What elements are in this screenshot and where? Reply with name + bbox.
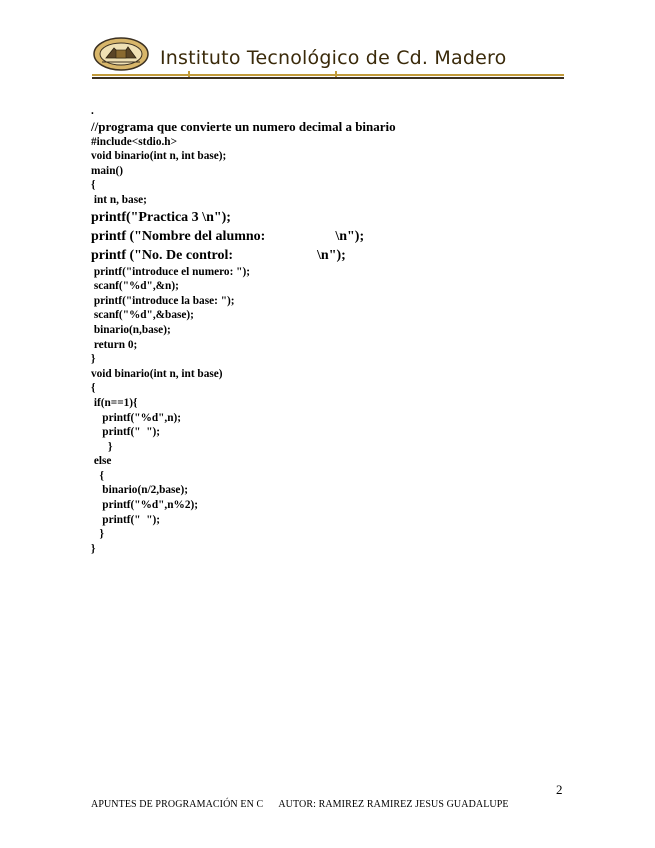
code-line: printf("%d",n);	[91, 411, 182, 424]
code-line: {	[91, 469, 104, 482]
code-listing	[91, 104, 561, 556]
page-footer	[91, 799, 509, 810]
code-line: {	[91, 179, 96, 192]
code-line: int n, base;	[91, 193, 147, 206]
code-line: printf("%d",n%2);	[91, 499, 199, 512]
code-line: scanf("%d",&base);	[91, 309, 194, 322]
footer-author: AUTOR: RAMIREZ RAMIREZ JESUS GUADALUPE	[278, 799, 509, 810]
code-line: printf(" ");	[91, 513, 161, 526]
code-line: }	[91, 542, 96, 555]
code-line: }	[91, 528, 104, 541]
code-line: {	[91, 382, 96, 395]
code-line: }	[91, 440, 113, 453]
code-line: void binario(int n, int base);	[91, 150, 227, 163]
header-rule	[92, 74, 564, 76]
code-line: printf(" ");	[91, 426, 161, 439]
code-line: void binario(int n, int base)	[91, 367, 223, 380]
code-line: return 0;	[91, 338, 138, 351]
institution-title: Instituto Tecnológico de Cd. Madero	[160, 47, 507, 69]
code-line: else	[91, 455, 112, 468]
institute-logo-icon	[92, 36, 150, 72]
code-comment-title: //programa que convierte un numero decimal a binario	[91, 118, 396, 134]
code-line: binario(n,base);	[91, 323, 171, 336]
code-line: }	[91, 353, 96, 366]
code-line: .	[91, 105, 94, 117]
code-line: printf("introduce el numero: ");	[91, 265, 250, 278]
code-line-large: printf ("No. De control: \n");	[91, 247, 346, 263]
code-line: #include<stdio.h>	[91, 135, 178, 148]
page-number: 2	[556, 782, 563, 797]
header-rule-dark	[92, 77, 564, 79]
code-line: printf("introduce la base: ");	[91, 294, 235, 307]
code-line: binario(n/2,base);	[91, 484, 188, 497]
code-line: scanf("%d",&n);	[91, 280, 179, 293]
page-header	[92, 36, 564, 80]
footer-course-title: APUNTES DE PROGRAMACIÓN EN C	[91, 799, 264, 810]
code-line-large: printf("Practica 3 \n");	[91, 209, 231, 225]
code-line-large: printf ("Nombre del alumno: \n");	[91, 228, 365, 244]
code-line: if(n==1){	[91, 396, 138, 409]
code-line: main()	[91, 164, 124, 177]
